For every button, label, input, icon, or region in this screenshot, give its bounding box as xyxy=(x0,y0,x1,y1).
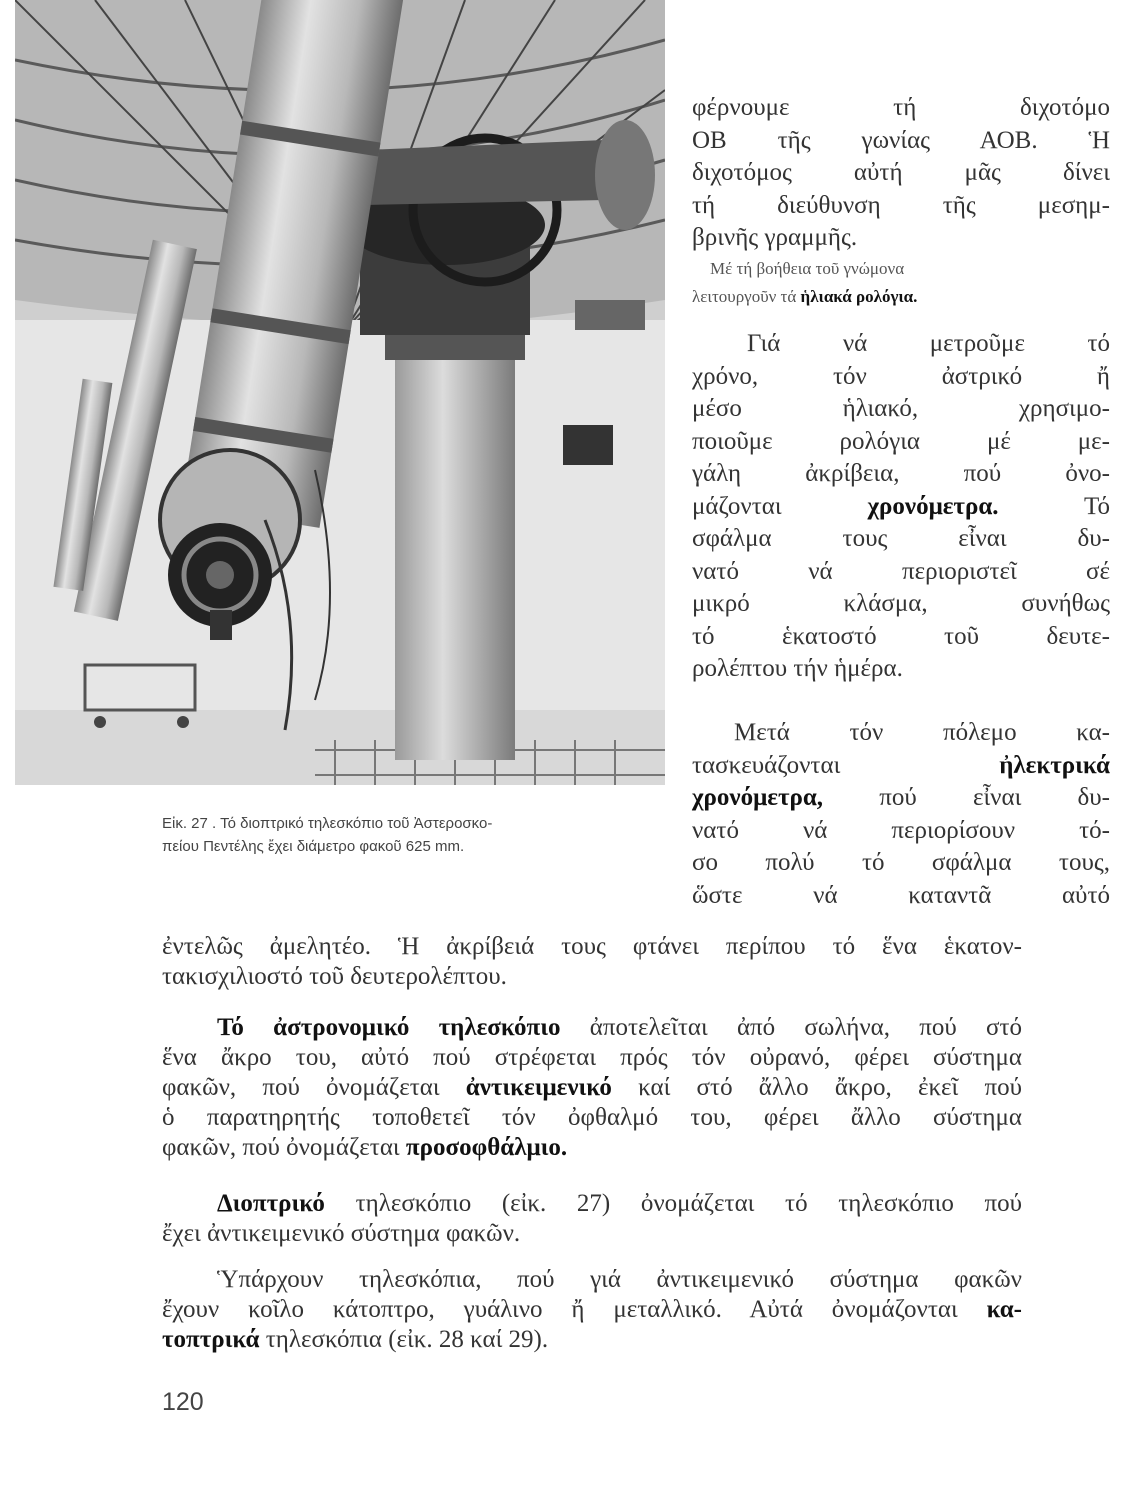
caption-line: πείου Πεντέλης ἔχει διάμετρο φακοῦ 625 mm. xyxy=(162,838,465,855)
term-reflecting-part1: κα- xyxy=(986,1296,1022,1323)
text-line: ὁ παρατηρητής τοποθετεῖ τόν ὀφθαλμό του, φέρει ἄλλο σύστημα xyxy=(162,1104,1022,1131)
text-line: νατό νά περιοριστεῖ σέ xyxy=(692,557,1110,585)
text-run: Τό xyxy=(998,492,1110,520)
text-line xyxy=(162,1295,1022,1325)
text-line: ἕνα ἄκρο του, αὐτό πού στρέφεται πρός τόν οὐρανό, φέρει σύστημα xyxy=(162,1044,1022,1071)
term-refracting: Διοπτρικό xyxy=(217,1190,325,1217)
text-line: Ὑπάρχουν τηλεσκόπια, πού γιά ἀντικειμενικό σύστημα φακῶν xyxy=(217,1266,1022,1293)
text-line xyxy=(692,750,1110,783)
text-line: μικρό κλάσμα, συνήθως xyxy=(692,590,1110,617)
text-line: ἔχει ἀντικειμενικό σύστημα φακῶν. xyxy=(162,1220,521,1247)
term-eyepiece: προσοφθάλμιο. xyxy=(405,1134,568,1161)
text-line: μέσο ἡλιακό, χρησιμο- xyxy=(692,395,1110,422)
text-line: ὥστε νά καταντᾶ αὐτό xyxy=(692,881,1110,909)
text-line xyxy=(162,1189,1022,1219)
text-run: τασκευάζονται xyxy=(692,751,1000,779)
text-line: τό ἑκατοστό τοῦ δευτε- xyxy=(692,622,1110,650)
text-line: σφάλμα τους εἶναι δυ- xyxy=(692,525,1110,552)
text-line xyxy=(692,782,1110,815)
text-line: τακισχιλιοστό τοῦ δευτερολέπτου. xyxy=(162,963,507,990)
text-run: λειτουργοῦν τά xyxy=(692,287,801,306)
text-line xyxy=(162,1013,1022,1043)
text-line: ρολέπτου τήν ἡμέρα. xyxy=(692,655,903,682)
paragraph-bisector xyxy=(692,92,1110,255)
text-run: φακῶν, πού ὀνομάζεται xyxy=(162,1134,406,1161)
text-line: ἐντελῶς ἀμελητέο. Ἡ ἀκρίβειά τους φτάνει περίπου τό ἕνα ἑκατον- xyxy=(162,933,1022,960)
text-run: τηλεσκόπια (εἰκ. 28 καί 29). xyxy=(259,1326,549,1353)
text-line xyxy=(162,1073,1022,1103)
term-electric-chronometers: χρονόμετρα, xyxy=(692,784,824,811)
text-line: σο πολύ τό σφάλμα τους, xyxy=(692,849,1110,876)
text-line: βρινῆς γραμμῆς. xyxy=(692,224,858,251)
text-line: γάλη ἀκρίβεια, πού ὀνο- xyxy=(692,460,1110,487)
paragraph-chronometers xyxy=(692,328,1110,686)
text-line: ΟΒ τῆς γωνίας ΑΟΒ. Ἡ xyxy=(692,126,1110,154)
term-objective: ἀντικειμενικό xyxy=(465,1074,612,1101)
paragraph-reflecting xyxy=(162,1265,1022,1355)
term-sundials: ἡλιακά ρολόγια. xyxy=(800,287,918,306)
text-run: ἀποτελεῖται ἀπό σωλήνα, πού στό xyxy=(560,1014,1022,1041)
text-line: Γιά νά μετροῦμε τό xyxy=(747,330,1110,357)
text-run: ἔχουν κοῖλο κάτοπτρο, γυάλινο ἤ μεταλλικό. Αὐτά ὀνομάζονται xyxy=(162,1296,987,1323)
term-chronometers: χρονόμετρα. xyxy=(867,492,999,520)
paragraph-astronomical-telescope xyxy=(162,1013,1022,1163)
text-run: φακῶν, πού ὀνομάζεται xyxy=(162,1074,466,1101)
text-line xyxy=(692,283,1110,311)
sundial-note xyxy=(692,255,1110,311)
paragraph-electric-chronometers xyxy=(692,717,1110,912)
text-line: διχοτόμος αὐτή μᾶς δίνει xyxy=(692,159,1110,186)
text-line xyxy=(162,1325,1022,1355)
telescope-photo xyxy=(15,0,665,785)
paragraph-continuation xyxy=(162,932,1022,992)
text-line: νατό νά περιορίσουν τό- xyxy=(692,816,1110,844)
term-astronomical-telescope: Τό ἀστρονομικό τηλεσκόπιο xyxy=(217,1014,561,1041)
page-number: 120 xyxy=(162,1388,204,1416)
figure-caption xyxy=(162,812,682,858)
term-electric: ἠλεκτρικά xyxy=(999,751,1110,779)
text-run: τηλεσκόπιο (εἰκ. 27) ὀνομάζεται τό τηλεσκόπιο πού xyxy=(324,1190,1022,1217)
text-run: πού εἶναι δυ- xyxy=(823,784,1110,811)
text-line: Μετά τόν πόλεμο κα- xyxy=(734,719,1110,746)
text-line: τή διεύθυνση τῆς μεσημ- xyxy=(692,191,1110,219)
paragraph-refracting xyxy=(162,1189,1022,1249)
text-line: ποιοῦμε ρολόγια μέ με- xyxy=(692,427,1110,455)
caption-line: Εἰκ. 27 . Τό διοπτρικό τηλεσκόπιο τοῦ Ἀστεροσκο- xyxy=(162,815,493,832)
text-run: καί στό ἄλλο ἄκρο, ἐκεῖ πού xyxy=(611,1074,1022,1101)
text-line: φέρνουμε τή διχοτόμο xyxy=(692,94,1110,121)
text-line: Μέ τή βοήθεια τοῦ γνώμονα xyxy=(710,259,905,278)
text-line: χρόνο, τόν ἀστρικό ἤ xyxy=(692,362,1110,390)
text-run: μάζονται xyxy=(692,492,868,520)
text-line xyxy=(692,491,1110,524)
term-reflecting-part2: τοπτρικά xyxy=(162,1326,260,1353)
text-line xyxy=(162,1133,1022,1163)
